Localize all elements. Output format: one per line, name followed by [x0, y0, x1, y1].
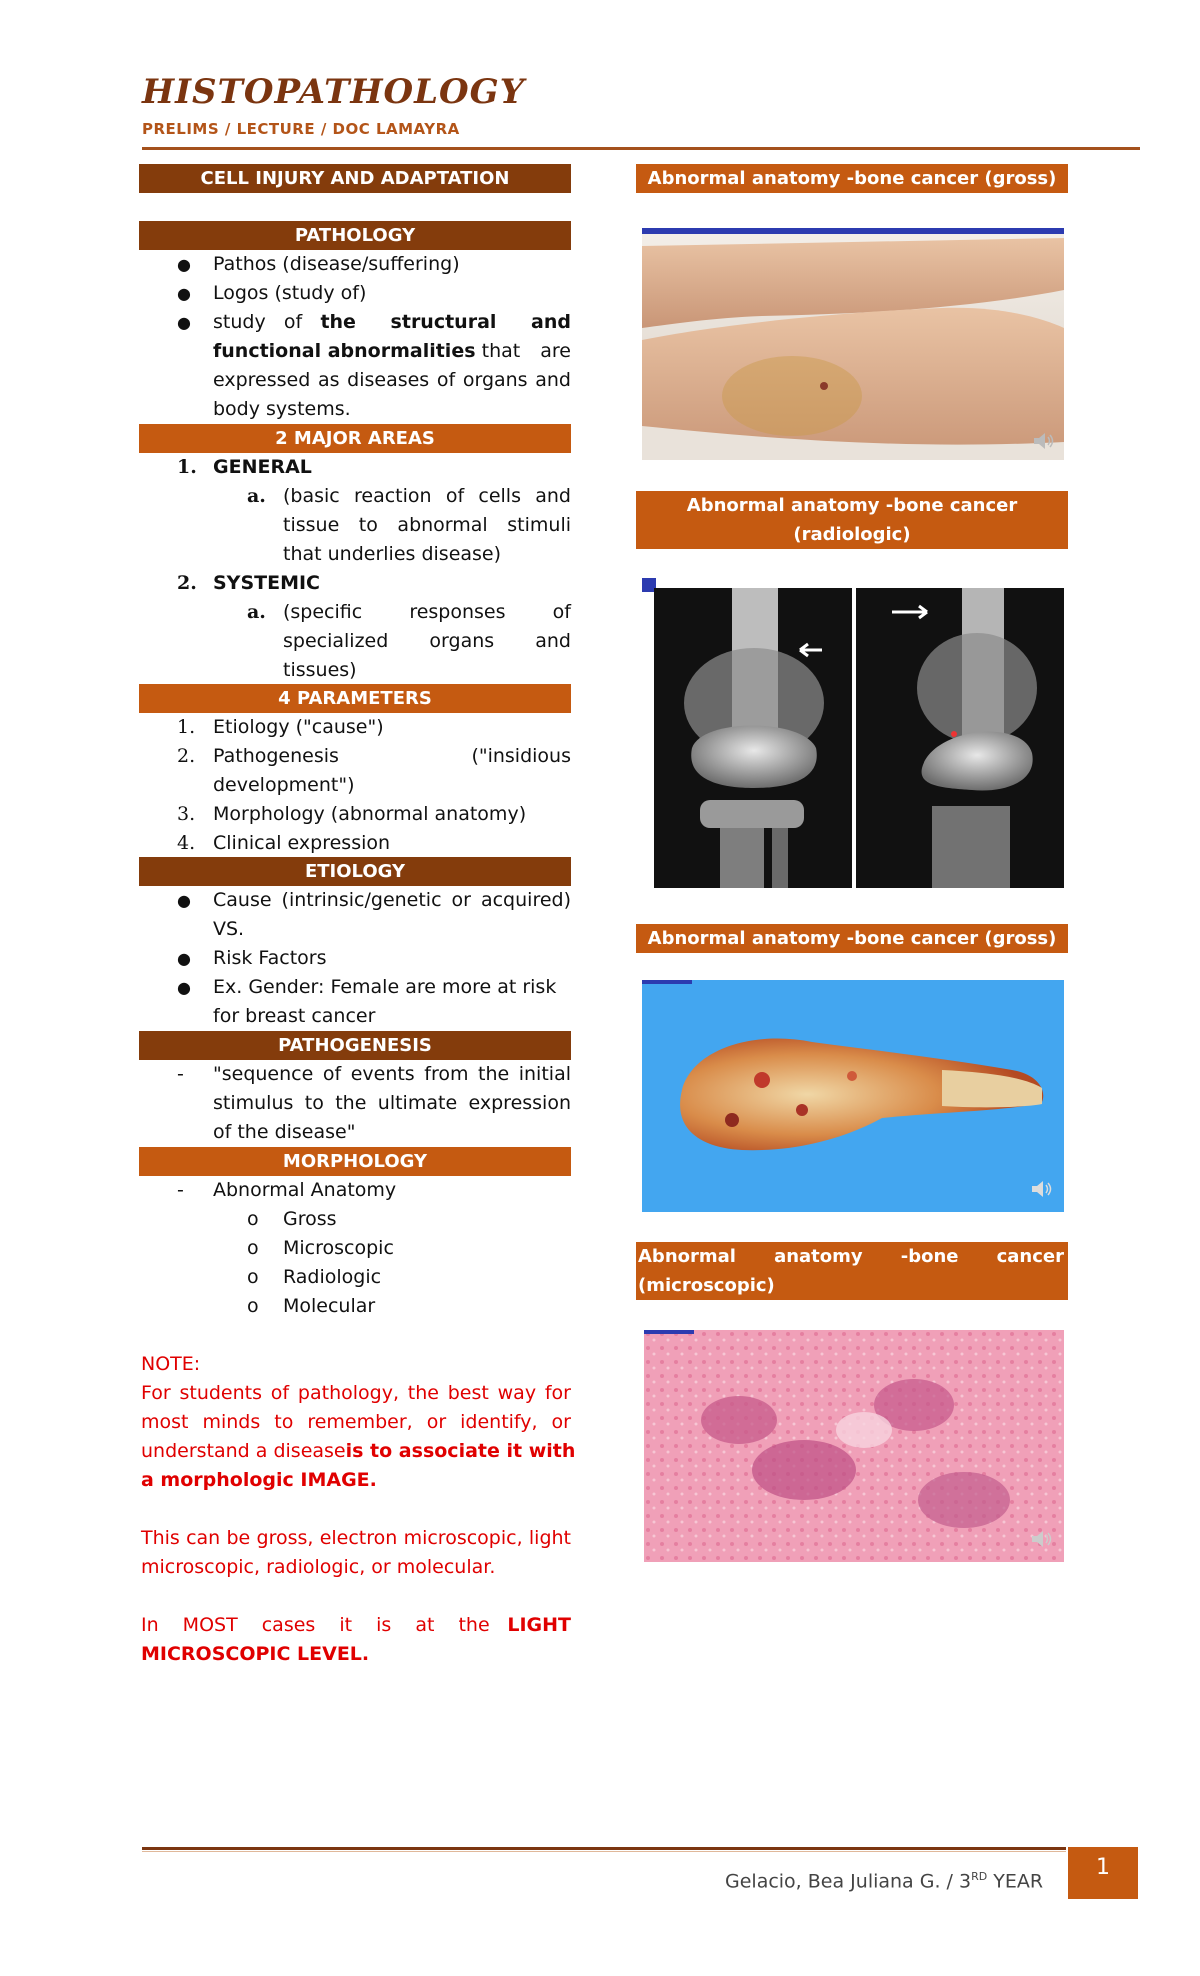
pathology-bullet-2: Logos (study of) — [213, 282, 367, 304]
bullet-dot: ● — [177, 255, 191, 274]
general-desc-1: (basic reaction of cells and — [283, 485, 571, 507]
ordinal-suffix: RD — [971, 1870, 988, 1883]
parameter-1: Etiology ("cause") — [213, 716, 384, 738]
speaker-icon[interactable] — [1030, 1528, 1054, 1550]
figure-4-title — [636, 1242, 1068, 1300]
title-line: (microscopic) — [638, 1275, 775, 1296]
document-subtitle: PRELIMS / LECTURE / DOC LAMAYRA — [142, 120, 460, 138]
list-number: 2. — [177, 745, 196, 767]
word: ("insidious — [471, 745, 571, 767]
gross-specimen-photo — [642, 980, 1064, 1212]
etiology-bullet-1-line-2: VS. — [213, 918, 245, 940]
pathology-bullet-1: Pathos (disease/suffering) — [213, 253, 460, 275]
bold-phrase: the structural and — [320, 311, 571, 333]
sub-marker: o — [247, 1208, 259, 1230]
etiology-bullet-2: Risk Factors — [213, 947, 327, 969]
word: (specific — [283, 601, 363, 623]
note-label: NOTE: — [141, 1353, 201, 1375]
figure-2-title — [636, 491, 1068, 549]
sub-marker: o — [247, 1295, 259, 1317]
word: of — [283, 311, 303, 333]
etiology-bullet-3-line-1: Ex. Gender: Female are more at risk — [213, 976, 557, 998]
word: organs — [429, 630, 495, 652]
footer-divider — [142, 1847, 1066, 1850]
pathogenesis-line-2: stimulus to the ultimate expression — [213, 1092, 571, 1114]
bullet-dot: ● — [177, 949, 191, 968]
etiology-heading: ETIOLOGY — [139, 857, 571, 886]
major-areas-heading: 2 MAJOR AREAS — [139, 424, 571, 453]
note-p2-line-2: microscopic, radiologic, or molecular. — [141, 1556, 496, 1578]
pathogenesis-line-3: of the disease" — [213, 1121, 356, 1143]
note-p3-line-2: MICROSCOPIC LEVEL. — [141, 1643, 370, 1665]
title-line: (radiologic) — [793, 524, 911, 545]
general-desc-2: tissue to abnormal stimuli — [283, 514, 571, 536]
note-line-4: a morphologic IMAGE. — [141, 1469, 377, 1491]
slide-marker — [644, 1330, 694, 1334]
parameter-2 — [213, 742, 571, 771]
bold-phrase: is to associate it with — [345, 1440, 576, 1462]
document-title: HISTOPATHOLOGY — [142, 72, 525, 112]
note-line-2: most minds to remember, or identify, or — [141, 1411, 571, 1433]
morphology-sub-gross: Gross — [283, 1208, 337, 1230]
morphology-sub-molecular: Molecular — [283, 1295, 376, 1317]
year-text: YEAR — [987, 1870, 1044, 1893]
note-line-1: For students of pathology, the best way for — [141, 1382, 571, 1404]
footer-author — [725, 1870, 1043, 1892]
list-number: 1. — [177, 716, 196, 738]
radiograph-figure — [642, 578, 1064, 888]
text: that are — [481, 340, 571, 362]
word: responses — [409, 601, 506, 623]
word: of — [552, 601, 571, 623]
figure-3-title: Abnormal anatomy -bone cancer (gross) — [636, 924, 1068, 953]
word: Abnormal — [638, 1246, 736, 1267]
footer-divider-shadow — [142, 1851, 1066, 1852]
slide-marker — [642, 980, 692, 984]
list-letter: a. — [247, 601, 266, 623]
etiology-bullet-1-line-1: Cause (intrinsic/genetic or acquired) — [213, 889, 571, 911]
pathogenesis-heading: PATHOGENESIS — [139, 1031, 571, 1060]
speaker-icon[interactable] — [1032, 430, 1056, 452]
page-number: 1 — [1068, 1847, 1138, 1899]
parameter-3: Morphology (abnormal anatomy) — [213, 803, 527, 825]
list-number: 4. — [177, 832, 196, 854]
bullet-dot: ● — [177, 978, 191, 997]
general-label: GENERAL — [213, 456, 312, 478]
figure-1-title: Abnormal anatomy -bone cancer (gross) — [636, 164, 1068, 193]
morphology-sub-radiologic: Radiologic — [283, 1266, 382, 1288]
bold-phrase: functional abnormalities — [213, 340, 476, 362]
word: Pathogenesis — [213, 745, 339, 767]
bullet-dot: ● — [177, 891, 191, 910]
general-desc-3: that underlies disease) — [283, 543, 502, 565]
word: study — [213, 311, 266, 333]
dash-marker: - — [177, 1063, 184, 1085]
morphology-item: Abnormal Anatomy — [213, 1179, 397, 1201]
dash-marker: - — [177, 1179, 184, 1201]
morphology-sub-microscopic: Microscopic — [283, 1237, 394, 1259]
list-number: 2. — [177, 572, 197, 594]
pathology-bullet-3-line-4: body systems. — [213, 398, 351, 420]
bullet-dot: ● — [177, 313, 191, 332]
word: -bone — [900, 1246, 959, 1267]
gross-leg-photo — [642, 228, 1064, 460]
pathology-bullet-3-line-3: expressed as diseases of organs and — [213, 369, 571, 391]
etiology-bullet-3-line-2: for breast cancer — [213, 1005, 376, 1027]
systemic-label: SYSTEMIC — [213, 572, 320, 594]
list-number: 3. — [177, 803, 196, 825]
note-line-3 — [141, 1437, 576, 1466]
parameter-4: Clinical expression — [213, 832, 391, 854]
sub-marker: o — [247, 1266, 259, 1288]
word: cancer — [996, 1246, 1064, 1267]
systemic-desc-2 — [283, 627, 571, 656]
sub-marker: o — [247, 1237, 259, 1259]
parameters-heading: 4 PARAMETERS — [139, 684, 571, 713]
left-column — [139, 0, 576, 1700]
title-line: Abnormal anatomy -bone cancer — [686, 495, 1018, 516]
pathology-bullet-3-line-2 — [213, 337, 571, 366]
pathogenesis-line-1: "sequence of events from the initial — [213, 1063, 571, 1085]
word: anatomy — [774, 1246, 863, 1267]
title-line — [636, 1242, 1068, 1271]
systemic-desc-3: tissues) — [283, 659, 357, 681]
morphology-heading: MORPHOLOGY — [139, 1147, 571, 1176]
pathology-bullet-3-line-1 — [213, 308, 571, 337]
word: and — [535, 630, 571, 652]
author-text: Gelacio, Bea Juliana G. / 3 — [725, 1870, 972, 1893]
bold-phrase: LIGHT — [507, 1614, 571, 1636]
list-letter: a. — [247, 485, 266, 507]
systemic-desc-1 — [283, 598, 571, 627]
microscopic-slide-photo — [644, 1330, 1064, 1562]
speaker-icon[interactable] — [1030, 1178, 1054, 1200]
bullet-dot: ● — [177, 284, 191, 303]
main-heading: CELL INJURY AND ADAPTATION — [139, 164, 571, 193]
pathology-heading: PATHOLOGY — [139, 221, 571, 250]
word: specialized — [283, 630, 389, 652]
list-number: 1. — [177, 456, 197, 478]
text: understand a disease — [141, 1440, 346, 1462]
note-p2-line-1: This can be gross, electron microscopic, light — [141, 1527, 571, 1549]
text: In MOST cases it is at the — [141, 1614, 490, 1636]
parameter-2-cont: development") — [213, 774, 355, 796]
note-p3-line-1 — [141, 1611, 571, 1640]
